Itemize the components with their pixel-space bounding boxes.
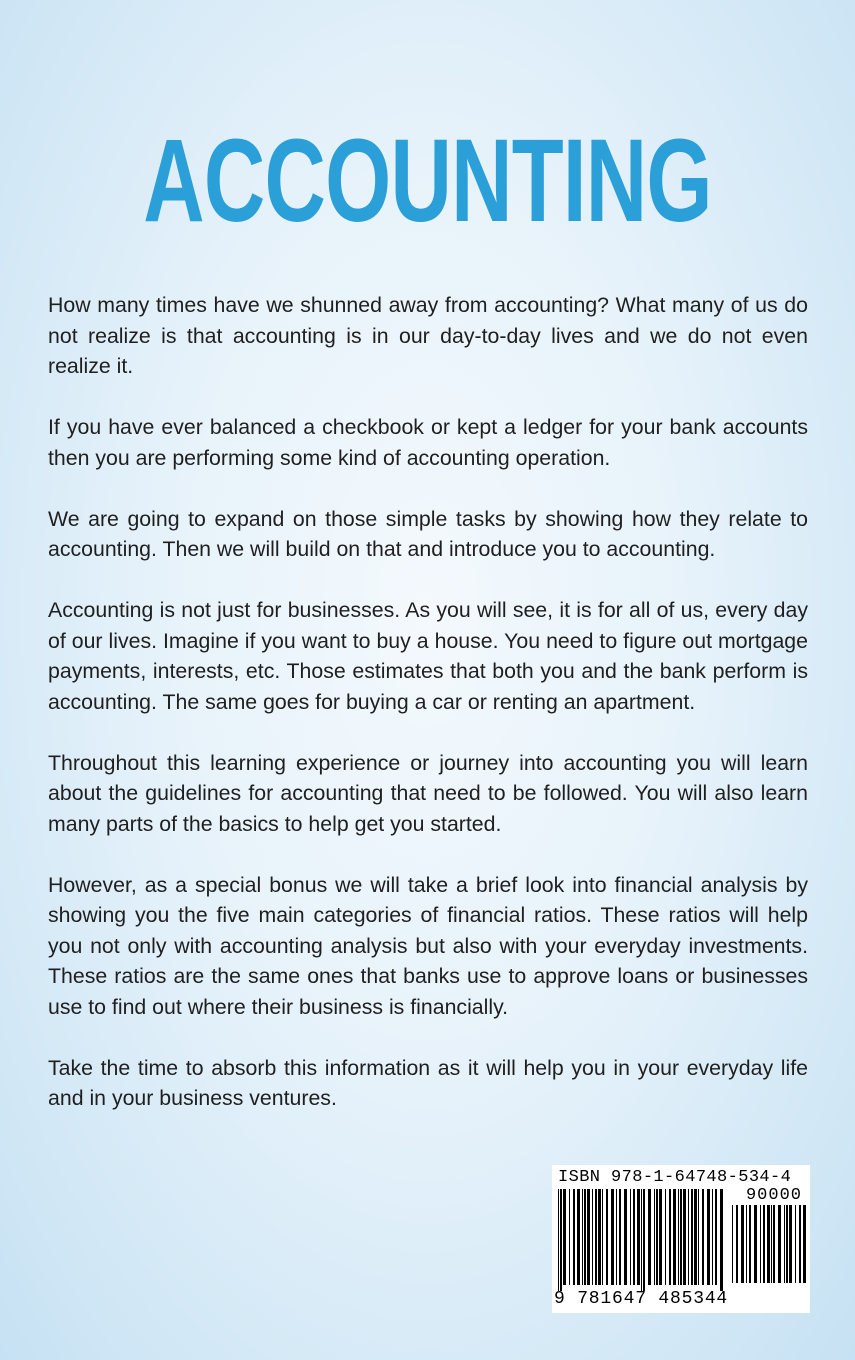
blurb-paragraph: Throughout this learning experience or journey into accounting you will learn about the guidelines for accounting that need to be followed. You will also learn many parts of the basics to help get you started. [48,750,808,836]
isbn-barcode [552,1165,810,1313]
blurb-paragraph: Accounting is not just for businesses. As you will see, it is for all of us, every day of our lives. Imagine if you want to buy a house. You need to figure out mortgage payments, interests, etc. Those estimates that both you and the bank perform is accounting. The same goes for buying a car or renting an apartment. [48,598,808,714]
isbn-label: ISBN 978-1-64748-534-4 [558,1168,792,1187]
ean-number: 9 781647 485344 [554,1289,729,1309]
book-title: ACCOUNTING [143,115,712,247]
blurb-paragraph: Take the time to absorb this information as it will help you in your everyday life and in your business ventures. [48,1055,808,1110]
back-cover-blurb [48,290,808,1144]
blurb-paragraph: We are going to expand on those simple tasks by showing how they relate to accounting. Then we will build on that and introduce you to accounting. [48,506,808,561]
blurb-paragraph: However, as a special bonus we will take a brief look into financial analysis by showing you the five main categories of financial ratios. These ratios will help you not only with accounting analysis but also with your everyday investments. These ratios are the same ones that banks use to approve loans or businesses use to find out where their business is financially. [48,872,808,1019]
price-code: 90000 [745,1186,802,1205]
blurb-paragraph: If you have ever balanced a checkbook or kept a ledger for your bank accounts then you are performing some kind of accounting operation. [48,415,808,470]
blurb-paragraph: How many times have we shunned away from accounting? What many of us do not realize is that accounting is in our day-to-day lives and we do not even realize it. [48,293,808,378]
